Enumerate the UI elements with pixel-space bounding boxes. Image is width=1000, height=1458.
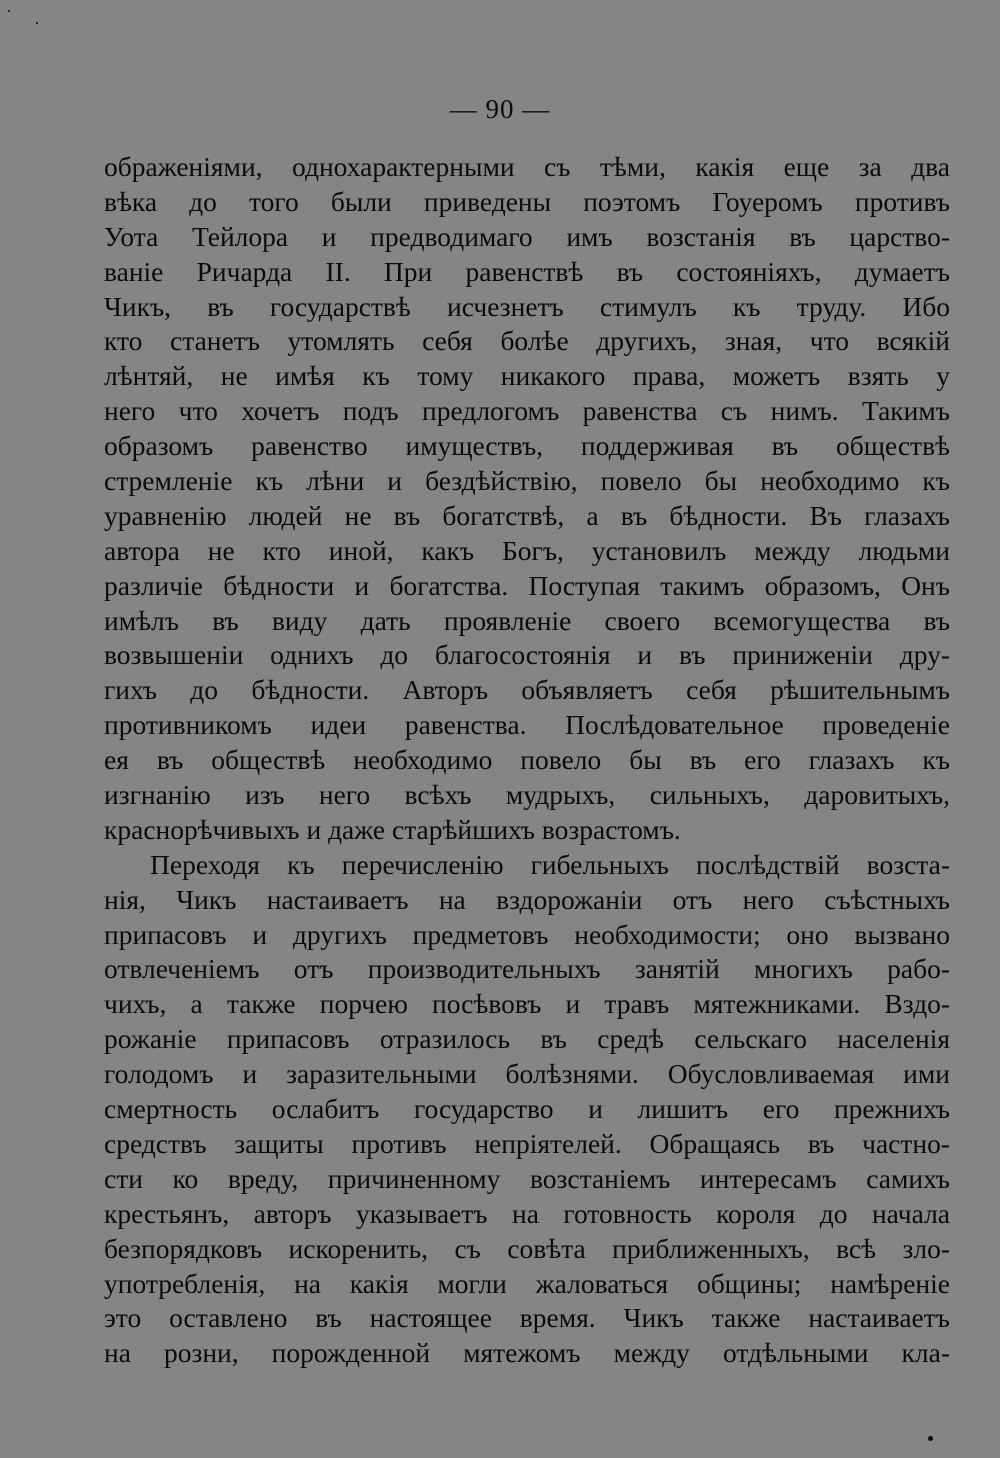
text-line: него что хочетъ подъ предлогомъ равенства съ нимъ. Такимъ [104,395,950,427]
text-line: употребленія, на какія могли жаловаться общины; намѣреніе [104,1267,950,1299]
text-line: припасовъ и другихъ предметовъ необходимости; оно вызвано [104,918,950,950]
text-line: нія, Чикъ настаиваетъ на вздорожаніи отъ него съѣстныхъ [104,883,950,915]
text-line: ея въ обществѣ необходимо повело бы въ его глазахъ къ [104,744,950,776]
ink-speck [928,1436,933,1441]
text-line: противникомъ идеи равенства. Послѣдовательное проведеніе [104,709,950,741]
text-line: ображеніями, однохарактерными съ тѣми, какія еще за два [104,151,950,182]
text-line: гихъ до бѣдности. Авторъ объявляетъ себя рѣшительнымъ [104,674,950,706]
text-line: ваніе Ричарда II. При равенствѣ въ состояніяхъ, думаетъ [104,255,950,287]
text-line: отвлеченіемъ отъ производительныхъ занятій многихъ рабо- [104,953,950,985]
text-line: Переходя къ перечисленію гибельныхъ послѣдствій возста- [150,848,950,880]
text-line: уравненію людей не въ богатствѣ, а въ бѣдности. Въ глазахъ [104,499,950,531]
text-line: краснорѣчивыхъ и даже старѣйшихъ возрастомъ. [104,813,681,845]
text-line: Чикъ, въ государствѣ исчезнетъ стимулъ къ труду. Ибо [104,290,950,322]
scan-speck [36,22,38,24]
text-line: чихъ, а также порчею посѣвовъ и травъ мятежниками. Вздо- [104,988,950,1020]
text-line: образомъ равенство имуществъ, поддерживая въ обществѣ [104,430,950,462]
text-line: крестьянъ, авторъ указываетъ на готовность короля до начала [104,1197,950,1229]
text-line: смертность ослабитъ государство и лишитъ его прежнихъ [104,1093,950,1125]
text-line: на розни, порожденной мятежомъ между отдѣльными кла- [104,1337,950,1369]
text-line: имѣлъ въ виду дать проявленіе своего всемогущества въ [104,604,950,636]
paragraph [104,848,950,1371]
text-line: это оставлено въ настоящее время. Чикъ также настаиваетъ [104,1302,950,1334]
text-line: изгнанію изъ него всѣхъ мудрыхъ, сильныхъ, даровитыхъ, [104,779,950,811]
text-line: голодомъ и заразительными болѣзнями. Обусловливаемая ими [104,1058,950,1090]
text-line: сти ко вреду, причиненному возстаніемъ интересамъ самихъ [104,1162,950,1194]
text-line: лѣнтяй, не имѣя къ тому никакого права, можетъ взять у [104,360,950,392]
scan-speck [8,10,10,12]
text-line: стремленіе къ лѣни и бездѣйствію, повело бы необходимо къ [104,465,950,497]
page-number: — 90 — [449,94,551,124]
text-line: Уота Тейлора и предводимаго имъ возстанія въ царство- [104,220,950,252]
text-line: кто станетъ утомлять себя болѣе другихъ, зная, что всякій [104,325,950,357]
text-line: возвышеніи однихъ до благосостоянія и въ приниженіи дру- [104,639,950,671]
text-line: рожаніе припасовъ отразилось въ средѣ сельскаго населенія [104,1023,950,1055]
text-line: средствъ защиты противъ непріятелей. Обращаясь въ частно- [104,1127,950,1159]
text-line: безпорядковъ искоренить, съ совѣта приближенныхъ, всѣ зло- [104,1232,950,1264]
paragraph [104,150,950,848]
text-line: автора не кто иной, какъ Богъ, установилъ между людьми [104,534,950,566]
text-line: вѣка до того были приведены поэтомъ Гоуеромъ противъ [104,185,950,217]
body-text [104,150,950,1371]
text-line: различіе бѣдности и богатства. Поступая такимъ образомъ, Онъ [104,569,950,601]
